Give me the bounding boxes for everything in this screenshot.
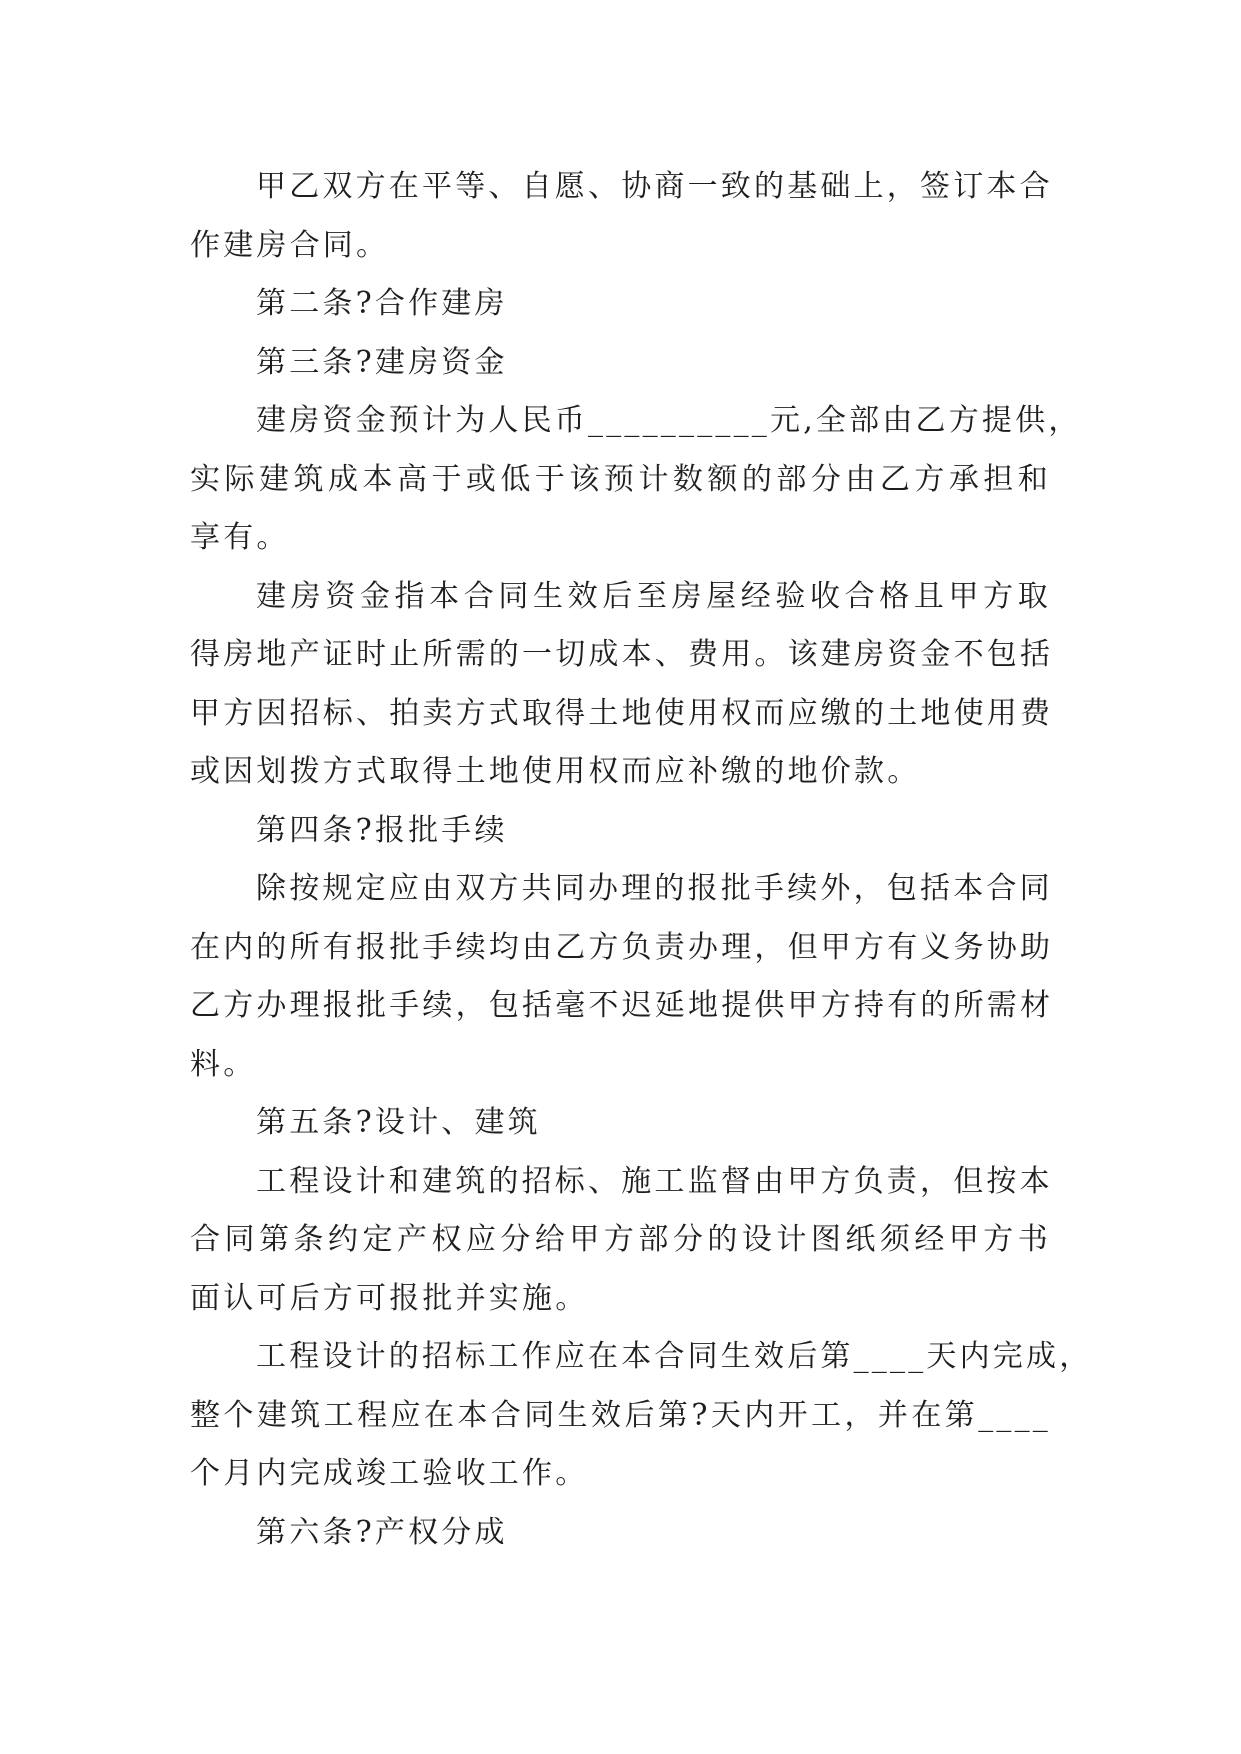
article-heading: 第三条?建房资金 (256, 344, 508, 380)
text-line: 乙方办理报批手续，包括毫不迟延地提供甲方持有的所需材 (190, 988, 1054, 1023)
article-heading-5 (190, 1094, 1051, 1153)
text-line: 或因划拨方式取得土地使用权而应补缴的地价款。 (190, 754, 921, 789)
text-line: 在内的所有报批手续均由乙方负责办理，但甲方有义务协助 (190, 929, 1054, 965)
text-line: 得房地产证时止所需的一切成本、费用。该建房资金不包括 (190, 637, 1054, 672)
text-line: 作建房合同。 (190, 227, 390, 263)
text-line: 甲方因招标、拍卖方式取得土地使用权而应缴的土地使用费 (190, 695, 1054, 731)
paragraph-approval (190, 860, 1054, 1094)
document-body (190, 158, 1093, 1562)
article-heading-3 (190, 334, 1051, 393)
text-line: 整个建筑工程应在本合同生效后第?天内开工，并在第____ (190, 1397, 1051, 1433)
paragraph-design-supervision (190, 1153, 1051, 1329)
article-heading-6 (190, 1504, 1051, 1563)
paragraph-schedule (190, 1328, 1093, 1504)
text-line: 工程设计的招标工作应在本合同生效后第____天内完成， (256, 1339, 1093, 1374)
text-line: 建房资金指本合同生效后至房屋经验收合格且甲方取 (256, 578, 1051, 614)
article-heading: 第六条?产权分成 (256, 1514, 508, 1550)
text-line: 料。 (190, 1046, 257, 1082)
text-line: 甲乙双方在平等、自愿、协商一致的基础上，签订本合 (256, 169, 1053, 204)
text-line: 除按规定应由双方共同办理的报批手续外，包括本合同 (256, 871, 1053, 906)
text-line: 合同第条约定产权应分给甲方部分的设计图纸须经甲方书 (190, 1222, 1051, 1257)
text-line: 享有。 (190, 520, 290, 555)
paragraph-funding-amount (190, 392, 1082, 568)
paragraph-preamble (190, 158, 1051, 275)
text-line: 建房资金预计为人民币__________元,全部由乙方提供， (256, 403, 1082, 438)
article-heading-2 (190, 275, 1051, 334)
text-line: 实际建筑成本高于或低于该预计数额的部分由乙方承担和 (190, 461, 1051, 497)
article-heading-4 (190, 802, 1051, 861)
text-line: 面认可后方可报批并实施。 (190, 1280, 589, 1316)
paragraph-funding-scope (190, 568, 1054, 802)
text-line: 个月内完成竣工验收工作。 (190, 1456, 589, 1491)
text-line: 工程设计和建筑的招标、施工监督由甲方负责，但按本 (256, 1163, 1053, 1199)
article-heading: 第二条?合作建房 (256, 286, 508, 321)
article-heading: 第五条?设计、建筑 (256, 1105, 541, 1140)
article-heading: 第四条?报批手续 (256, 812, 508, 848)
